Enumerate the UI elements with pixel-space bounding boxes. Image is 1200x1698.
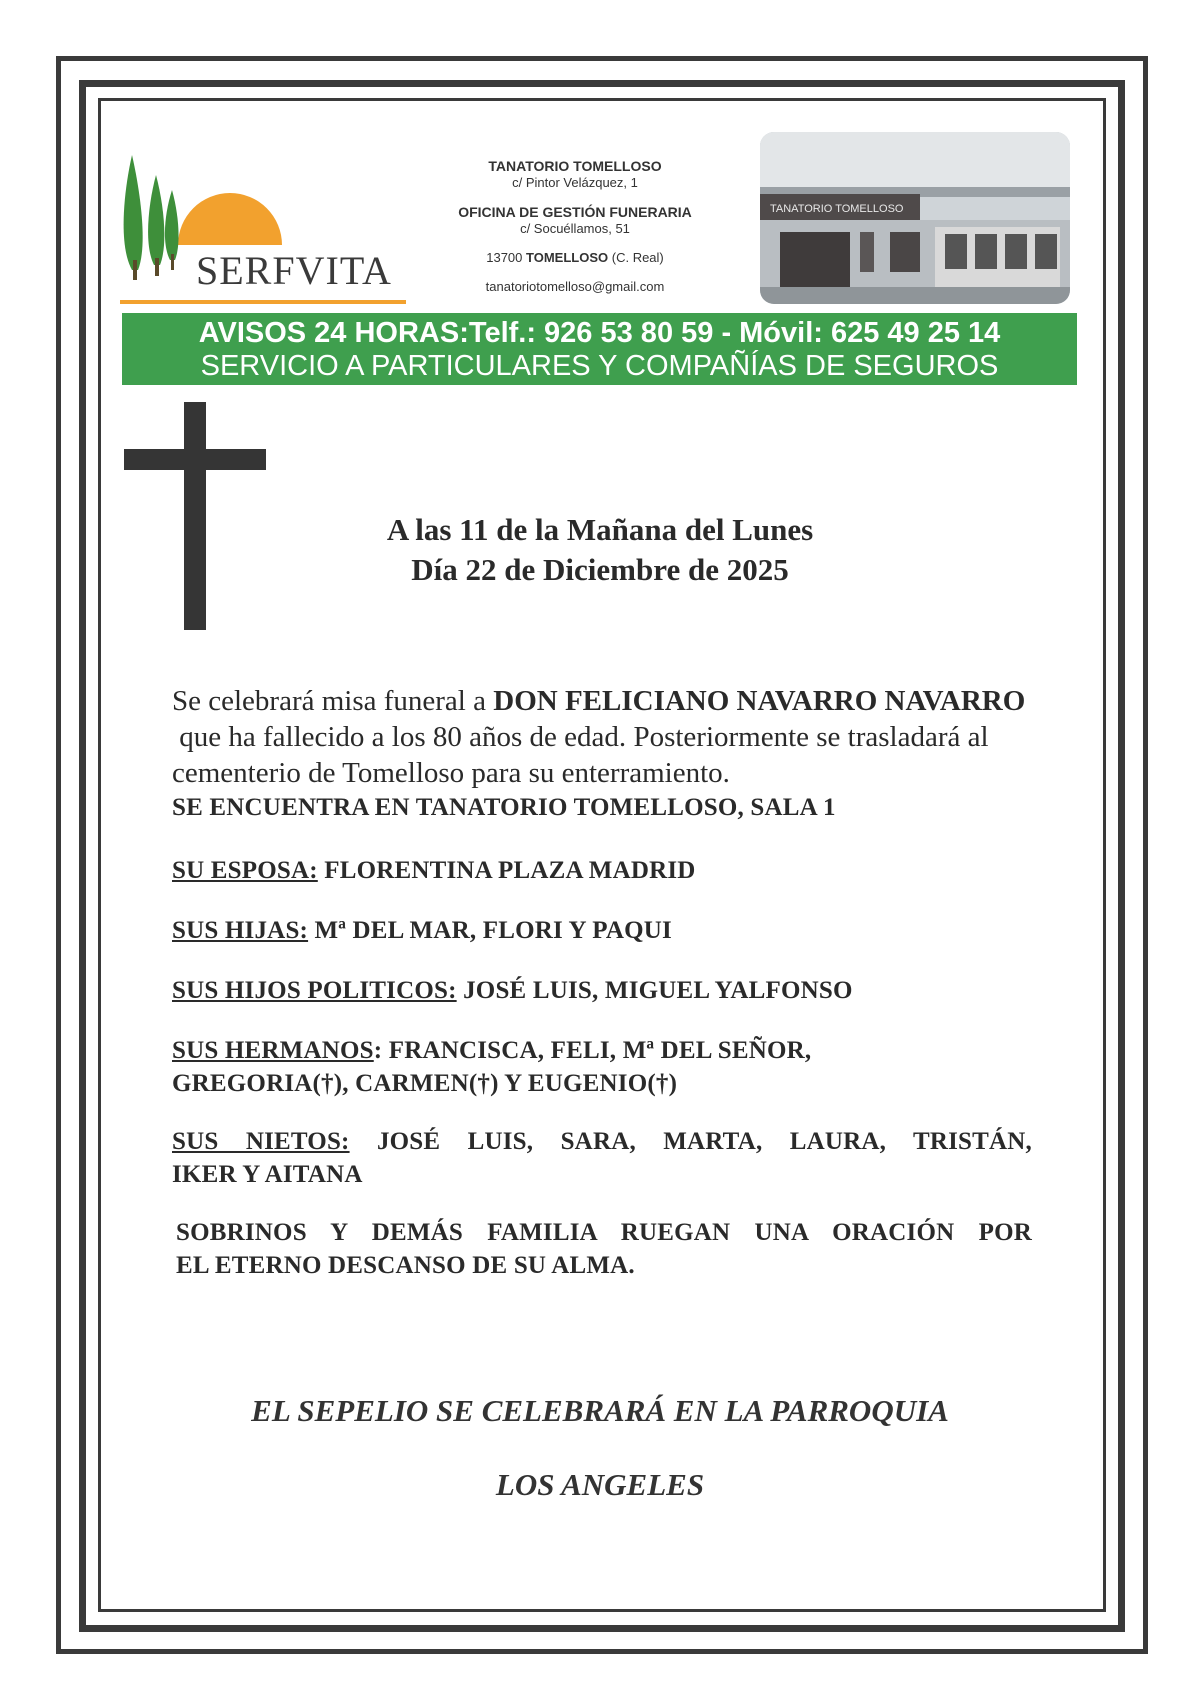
service-date: Día 22 de Diciembre de 2025: [411, 552, 789, 587]
contact-banner: [122, 313, 1077, 385]
email: tanatoriotomelloso@gmail.com: [485, 279, 665, 294]
logo-text: SERFVITA: [196, 248, 392, 293]
hermanos-value-1: : FRANCISCA, FELI, Mª DEL SEÑOR,: [373, 1037, 812, 1064]
hijas-line: [172, 914, 1032, 947]
postal-code: 13700: [486, 250, 523, 265]
notice-body: [172, 683, 1032, 1282]
parish-name: LOS ANGELES: [495, 1467, 705, 1502]
esposa-value: FLORENTINA PLAZA MADRID: [324, 857, 696, 884]
address-block: [420, 158, 730, 295]
service-time: A las 11 de la Mañana del Lunes: [386, 512, 814, 547]
politicos-value: JOSÉ LUIS, MIGUEL YALFONSO: [463, 977, 853, 1004]
hijas-value: Mª DEL MAR, FLORI Y PAQUI: [314, 917, 672, 944]
hijas-label: SUS HIJAS:: [172, 917, 309, 944]
hermanos-block: [172, 1034, 1032, 1100]
nietos-block: [172, 1125, 1032, 1191]
hermanos-value-2: GREGORIA(†), CARMEN(†) Y EUGENIO(†): [172, 1070, 678, 1097]
cross-icon: [184, 402, 206, 630]
office-street: c/ Socuéllamos, 51: [520, 221, 630, 236]
tanatorio-street: c/ Pintor Velázquez, 1: [512, 175, 638, 190]
cross-icon-bar: [124, 449, 266, 470]
nietos-value-1: JOSÉ LUIS, SARA, MARTA, LAURA, TRISTÁN,: [376, 1128, 1032, 1155]
tanatorio-name: TANATORIO TOMELLOSO: [488, 158, 662, 174]
nietos-label: SUS NIETOS:: [172, 1128, 350, 1155]
building-sign: TANATORIO TOMELLOSO: [770, 203, 904, 215]
nietos-value-2: IKER Y AITANA: [172, 1161, 363, 1188]
location-line: SE ENCUENTRA EN TANATORIO TOMELLOSO, SALA 1: [172, 794, 836, 821]
office-name: OFICINA DE GESTIÓN FUNERARIA: [458, 204, 692, 220]
burial-parish-line: EL SEPELIO SE CELEBRARÁ EN LA PARROQUIA: [251, 1393, 949, 1428]
intro-paragraph: [172, 683, 1032, 791]
hermanos-label: SUS HERMANOS: [172, 1037, 374, 1064]
postal-line: [420, 250, 730, 266]
service-datetime: [250, 510, 950, 590]
cypress-tree-icon-2: [148, 175, 164, 265]
sun-icon: [178, 193, 282, 245]
esposa-line: [172, 854, 1032, 887]
banner-service: SERVICIO A PARTICULARES Y COMPAÑÍAS DE SEGUROS: [200, 350, 999, 382]
cypress-tree-icon-3: [165, 190, 179, 260]
burial-text: Posteriormente se trasladará al cementerio de Tomelloso para su enterramiento.: [172, 721, 989, 789]
prayer-line-1: SOBRINOS Y DEMÁS FAMILIA RUEGAN UNA ORACIÓN POR: [176, 1219, 1032, 1246]
banner-phones: AVISOS 24 HORAS:Telf.: 926 53 80 59 - Móvil: 625 49 25 14: [198, 317, 1001, 349]
politicos-label: SUS HIJOS POLITICOS:: [172, 977, 457, 1004]
deceased-name: DON FELICIANO NAVARRO NAVARRO: [493, 685, 1026, 717]
prayer-line-2: EL ETERNO DESCANSO DE SU ALMA.: [176, 1252, 635, 1279]
age-text: que ha fallecido a los 80 años de edad.: [179, 721, 627, 753]
prayer-block: [172, 1216, 1032, 1282]
province: (C. Real): [611, 250, 664, 265]
building-photo: [760, 132, 1070, 304]
intro-text: Se celebrará misa funeral a: [172, 685, 486, 717]
cypress-tree-icon: [124, 155, 143, 270]
politicos-line: [172, 974, 1032, 1007]
esposa-label: SU ESPOSA:: [172, 857, 318, 884]
city: TOMELLOSO: [526, 250, 609, 265]
